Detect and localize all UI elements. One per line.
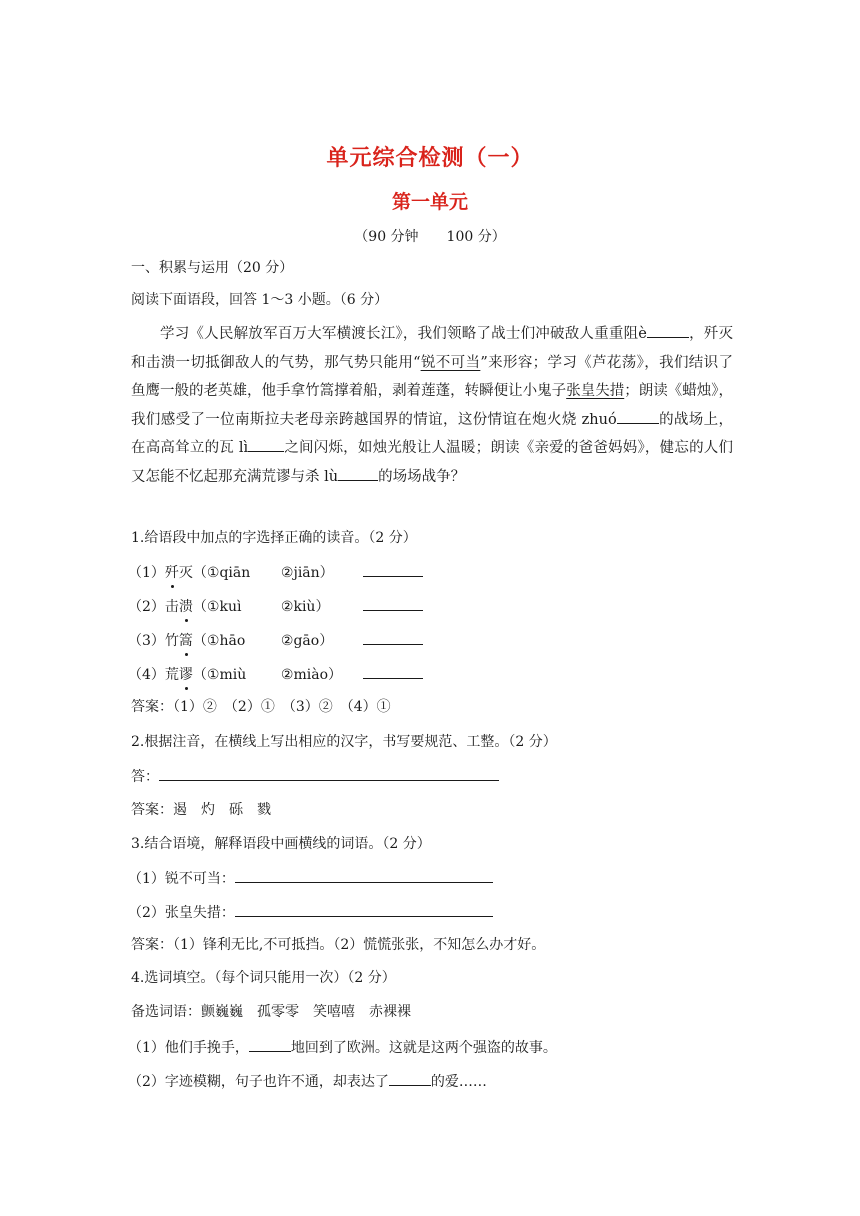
fill-blank[interactable]: [248, 436, 284, 452]
underlined-term: 锐不可当: [420, 354, 481, 371]
answer-blank[interactable]: [235, 867, 493, 883]
page-subtitle: 第一单元: [391, 191, 468, 213]
reading-passage: 学习《人民解放军百万大军横渡长江》，我们领略了战士们冲破敌人重重阻è ，歼灭和击溃一切抵御敌人的气势，那气势只能用“锐不可当”来形容；学习《芦花荡》，我们结识了鱼鹰一般的老英雄，他手拿竹篙撑着船，剥着莲蓬，转瞬便让小鬼子张皇失措；朗读《蜡烛》，我们感受了一位南斯拉夫老母亲跨越国界的情谊，这份情谊在炮火烧 zhuó 的战场上，在高高耸立的瓦 lì 之间闪烁，如烛光般让人温暖；朗读《亲爱的爸爸妈妈》，健忘的人们又怎能不忆起那充满荒谬与杀 lù 的场场战争？: [131, 320, 733, 491]
section-heading: 一、积累与运用（20 分）: [131, 260, 294, 276]
answer-blank[interactable]: [249, 1036, 291, 1052]
answer-blank[interactable]: [363, 663, 423, 679]
question-1-item: （2）击溃（①kuì ②kiù）: [128, 595, 423, 617]
answer-blank[interactable]: [363, 595, 423, 611]
answer-blank[interactable]: [235, 901, 493, 917]
answer-blank[interactable]: [159, 765, 499, 781]
question-4-item: （1）他们手挽手， 地回到了欧洲。这就是这两个强盗的故事。: [128, 1036, 557, 1058]
page-title: 单元综合检测（一）: [326, 146, 534, 171]
question-3-answer: 答案：（1）锋利无比,不可抵挡。（2）慌慌张张，不知怎么办才好。: [131, 937, 546, 953]
question-1-answer: 答案：（1）② （2）① （3）② （4）①: [131, 699, 391, 715]
underlined-term: 张皇失措: [566, 383, 625, 399]
question-4-item: （2）字迹模糊，句子也许不通，却表达了 的爱……: [128, 1070, 487, 1092]
question-2-answer: 答案：遏 灼 砾 戮: [131, 802, 271, 818]
question-3-item: （2）张皇失措：: [128, 901, 493, 923]
question-4-options: 备选词语：颤巍巍 孤零零 笑嘻嘻 赤裸裸: [131, 1004, 411, 1020]
question-1-item: （3）竹篙（①hāo ②gāo）: [128, 629, 423, 651]
answer-blank[interactable]: [363, 561, 423, 577]
reading-instruction: 阅读下面语段，回答 1～3 小题。（6 分）: [131, 292, 389, 308]
fill-blank[interactable]: [647, 322, 689, 338]
question-2-stem: 2.根据注音，在横线上写出相应的汉字，书写要规范、工整。（2 分）: [131, 734, 557, 750]
question-3-item: （1）锐不可当：: [128, 867, 493, 889]
answer-blank[interactable]: [389, 1070, 431, 1086]
fill-blank[interactable]: [617, 408, 659, 424]
question-1-item: （4）荒谬（①miù ②miào）: [128, 663, 423, 685]
question-3-stem: 3.结合语境，解释语段中画横线的词语。（2 分）: [131, 836, 431, 852]
question-4-stem: 4.选词填空。（每个词只能用一次）（2 分）: [131, 970, 396, 986]
fill-blank[interactable]: [338, 465, 378, 481]
time-score-info: （90 分钟 100 分）: [354, 229, 506, 245]
question-1-stem: 1.给语段中加点的字选择正确的读音。（2 分）: [131, 530, 417, 546]
question-1-item: （1）歼灭（①qiān ②jiān）: [128, 561, 423, 583]
answer-blank[interactable]: [363, 629, 423, 645]
question-2-answer-line: 答：: [131, 765, 499, 787]
